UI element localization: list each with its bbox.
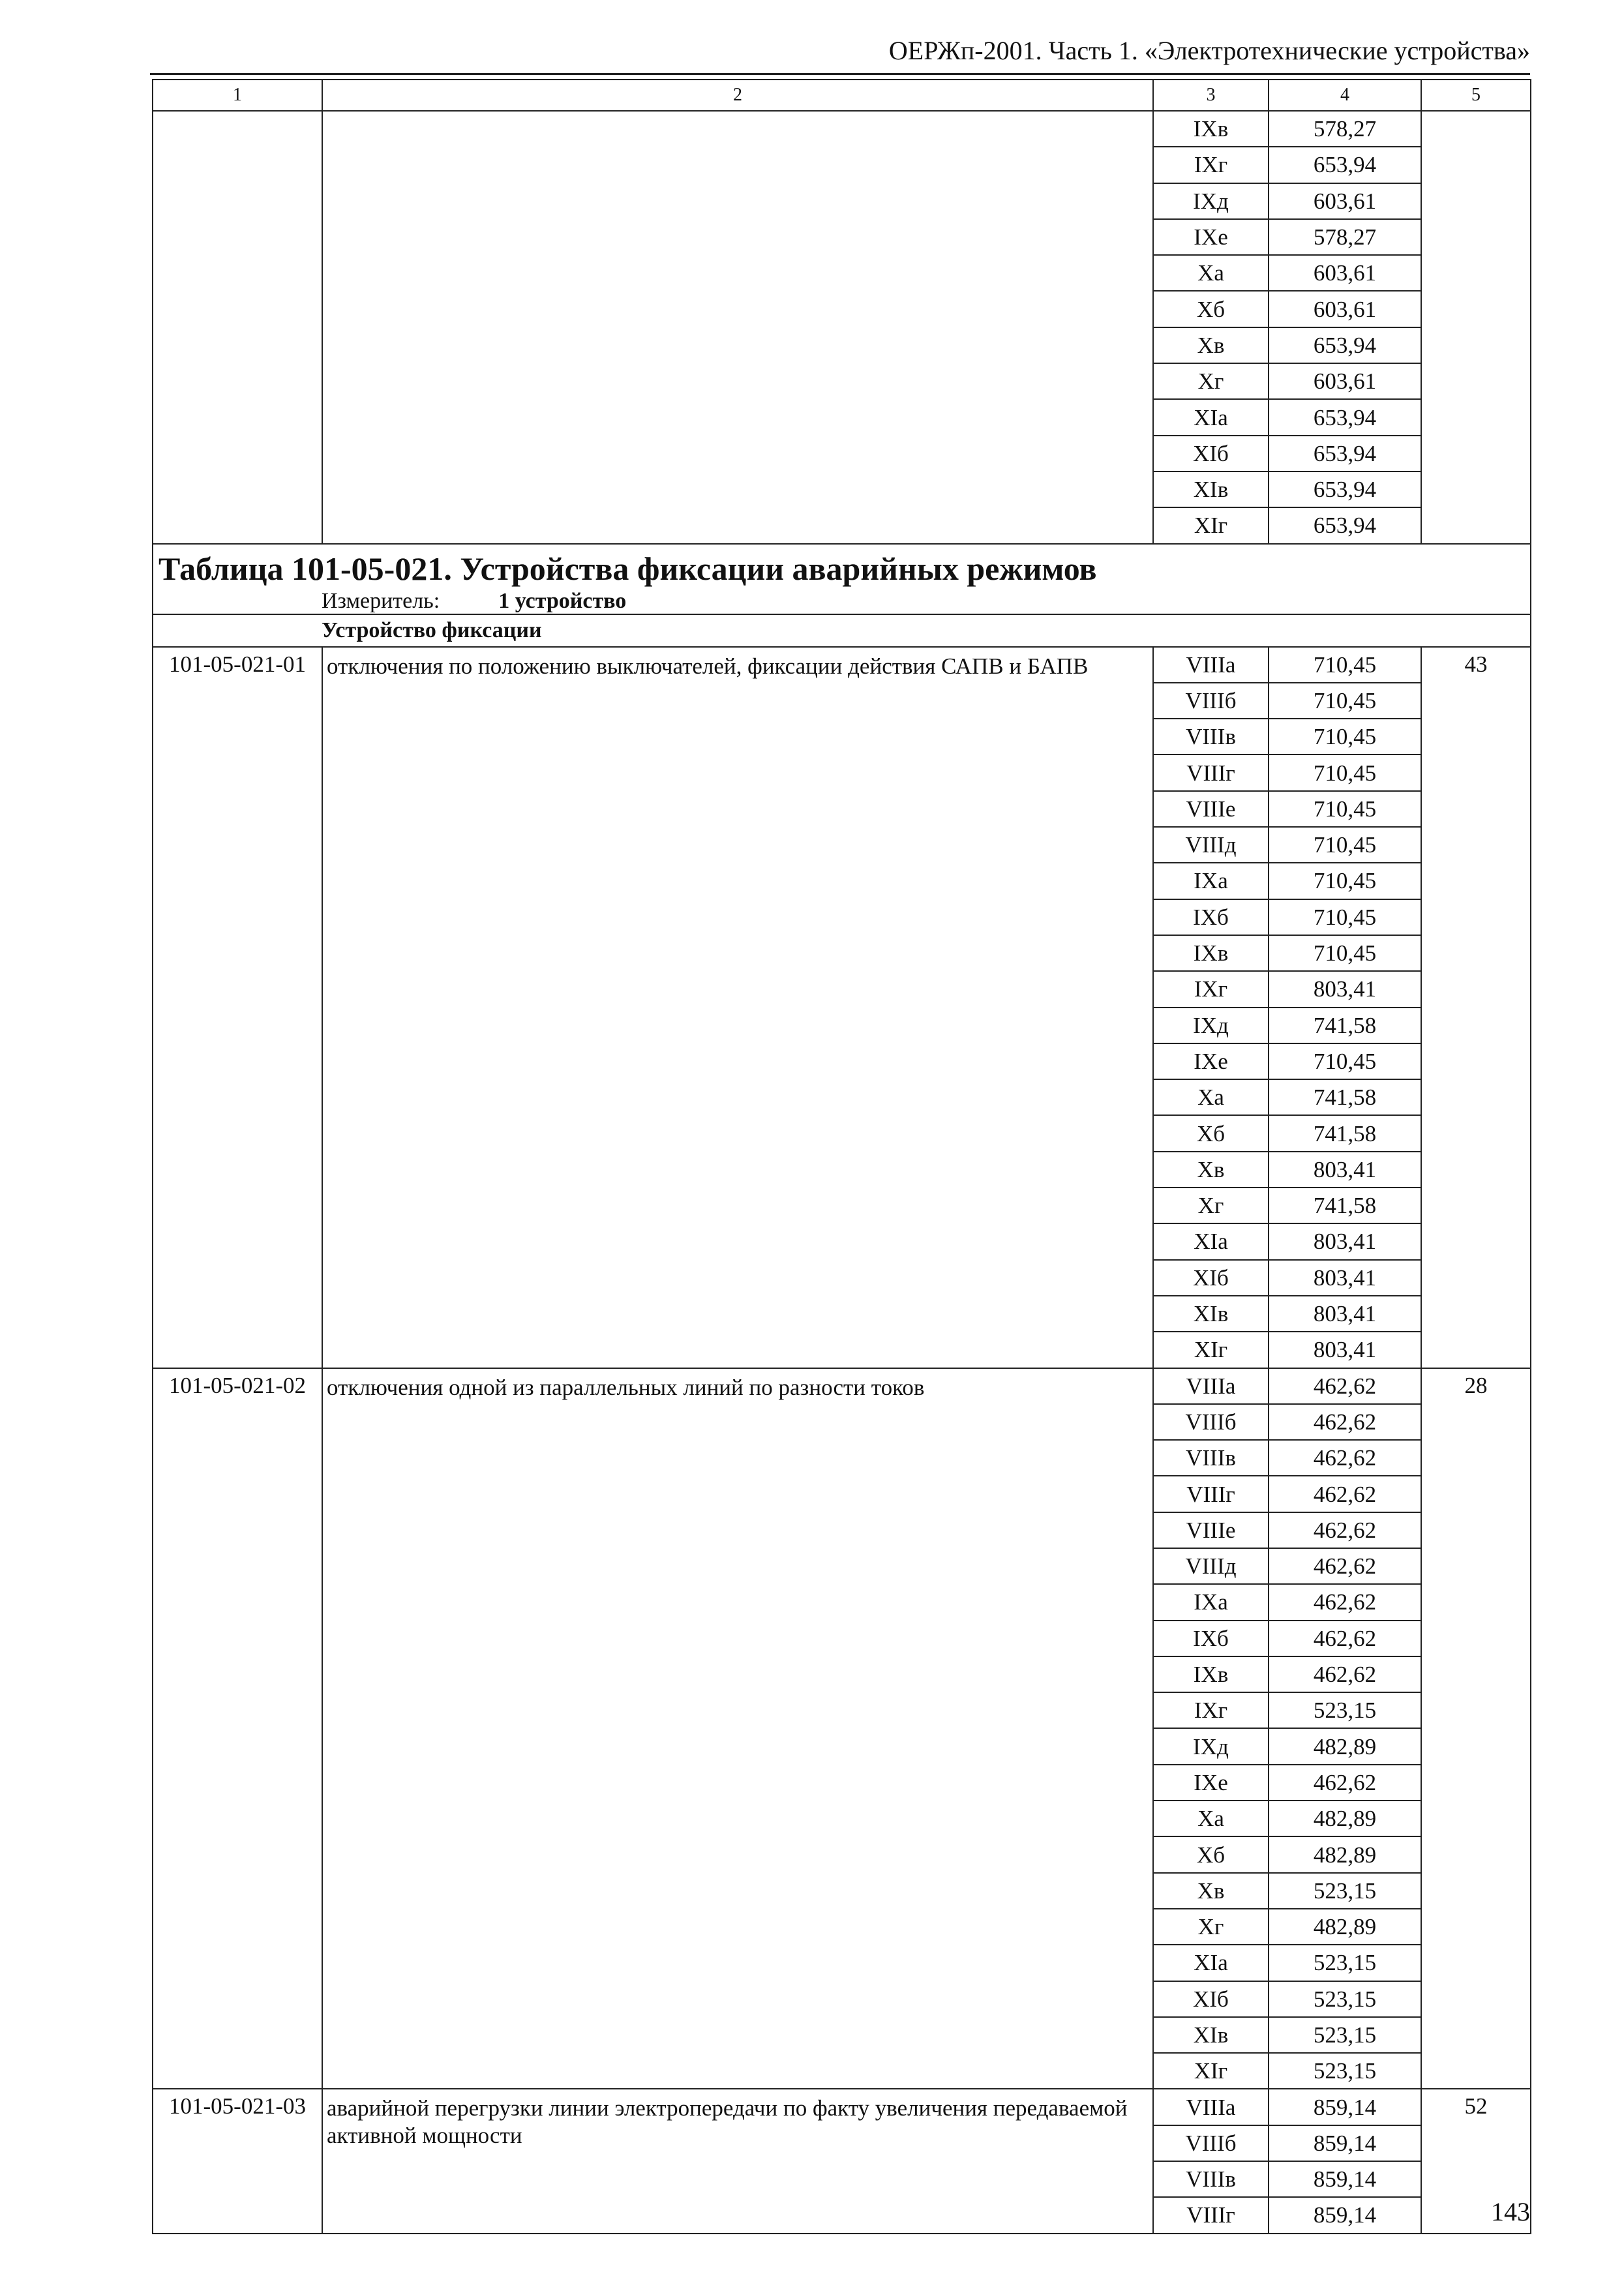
price-cell: 653,94: [1269, 327, 1421, 363]
price-cell: 710,45: [1269, 863, 1421, 899]
price-cell: 653,94: [1269, 507, 1421, 543]
price-cell: 462,62: [1269, 1584, 1421, 1620]
grade-cell: VIIIа: [1153, 647, 1269, 683]
price-cell: 523,15: [1269, 1945, 1421, 1981]
grade-cell: IXа: [1153, 863, 1269, 899]
column-number-row: [153, 80, 1531, 111]
grade-cell: XIа: [1153, 1945, 1269, 1981]
meter-value: 1 устройство: [498, 588, 627, 613]
price-cell: 710,45: [1269, 935, 1421, 971]
price-cell: 462,62: [1269, 1404, 1421, 1440]
price-cell: 710,45: [1269, 1043, 1421, 1079]
grade-cell: XIа: [1153, 399, 1269, 435]
grade-cell: IXг: [1153, 147, 1269, 183]
grade-cell: VIIIг: [1153, 755, 1269, 790]
grade-cell: VIIIв: [1153, 2161, 1269, 2197]
item-code: 101-05-021-03: [153, 2089, 322, 2233]
price-cell: 653,94: [1269, 471, 1421, 507]
price-cell: 462,62: [1269, 1656, 1421, 1692]
table-title-row: [153, 544, 1531, 614]
price-cell: 741,58: [1269, 1008, 1421, 1043]
price-cell: 482,89: [1269, 1728, 1421, 1764]
price-cell: 482,89: [1269, 1909, 1421, 1945]
grade-cell: Xб: [1153, 291, 1269, 327]
item-code: 101-05-021-02: [153, 1368, 322, 2089]
table-title: Таблица 101-05-021. Устройства фиксации аварийных режимов: [158, 550, 1097, 587]
subheading: Устройство фиксации: [153, 614, 1531, 647]
price-cell: 803,41: [1269, 1223, 1421, 1259]
grade-cell: IXе: [1153, 1043, 1269, 1079]
grade-cell: VIIIе: [1153, 791, 1269, 827]
grade-cell: VIIIб: [1153, 1404, 1269, 1440]
table-title-cell: [153, 544, 1531, 614]
grade-cell: XIб: [1153, 1260, 1269, 1296]
table-row: [153, 1368, 1531, 1404]
grade-cell: XIв: [1153, 471, 1269, 507]
grade-cell: IXд: [1153, 1008, 1269, 1043]
grade-cell: XIг: [1153, 2053, 1269, 2089]
item-norm: 43: [1421, 647, 1531, 1368]
grade-cell: IXд: [1153, 1728, 1269, 1764]
grade-cell: Xб: [1153, 1115, 1269, 1151]
grade-cell: XIг: [1153, 1332, 1269, 1368]
price-cell: 603,61: [1269, 255, 1421, 291]
grade-cell: XIв: [1153, 2017, 1269, 2053]
grade-cell: VIIIа: [1153, 1368, 1269, 1404]
norm-cell: [1421, 111, 1531, 544]
price-cell: 578,27: [1269, 219, 1421, 255]
price-cell: 803,41: [1269, 1332, 1421, 1368]
grade-cell: VIIIв: [1153, 1440, 1269, 1476]
price-cell: 741,58: [1269, 1079, 1421, 1115]
price-cell: 741,58: [1269, 1188, 1421, 1223]
meter-label: Измеритель:: [322, 588, 440, 613]
column-number: 2: [322, 80, 1153, 111]
price-cell: 859,14: [1269, 2197, 1421, 2233]
running-header: ОЕРЖп-2001. Часть 1. «Электротехнические устройства»: [888, 36, 1530, 65]
page-number: 143: [1491, 2197, 1530, 2226]
grade-cell: IXа: [1153, 1584, 1269, 1620]
grade-cell: XIв: [1153, 1296, 1269, 1332]
price-cell: 653,94: [1269, 436, 1421, 471]
price-cell: 462,62: [1269, 1548, 1421, 1584]
column-number: 5: [1421, 80, 1531, 111]
item-description: аварийной перегрузки линии электропередачи по факту увеличения передаваемой активной мощности: [322, 2089, 1153, 2233]
price-cell: 710,45: [1269, 755, 1421, 790]
grade-cell: VIIIг: [1153, 2197, 1269, 2233]
grade-cell: IXе: [1153, 1765, 1269, 1801]
price-table: [152, 79, 1531, 2234]
meter-line: [322, 589, 1525, 614]
grade-cell: Xв: [1153, 1152, 1269, 1188]
price-cell: 523,15: [1269, 1981, 1421, 2017]
column-number: 1: [153, 80, 322, 111]
column-number: 3: [1153, 80, 1269, 111]
price-cell: 803,41: [1269, 971, 1421, 1007]
grade-cell: IXв: [1153, 1656, 1269, 1692]
grade-cell: Xг: [1153, 363, 1269, 399]
price-cell: 710,45: [1269, 719, 1421, 755]
grade-cell: VIIIб: [1153, 2125, 1269, 2161]
item-norm: 28: [1421, 1368, 1531, 2089]
price-cell: 859,14: [1269, 2125, 1421, 2161]
grade-cell: IXг: [1153, 971, 1269, 1007]
price-cell: 859,14: [1269, 2089, 1421, 2125]
grade-cell: Xа: [1153, 255, 1269, 291]
price-cell: 710,45: [1269, 683, 1421, 719]
grade-cell: IXв: [1153, 935, 1269, 971]
price-cell: 710,45: [1269, 791, 1421, 827]
grade-cell: VIIIб: [1153, 683, 1269, 719]
price-cell: 653,94: [1269, 147, 1421, 183]
grade-cell: IXв: [1153, 111, 1269, 147]
table-row: [153, 111, 1531, 147]
item-description: отключения одной из параллельных линий по разности токов: [322, 1368, 1153, 2089]
price-cell: 803,41: [1269, 1260, 1421, 1296]
table-row: [153, 2089, 1531, 2125]
grade-cell: IXб: [1153, 1621, 1269, 1656]
grade-cell: Xв: [1153, 327, 1269, 363]
grade-cell: Xг: [1153, 1909, 1269, 1945]
grade-cell: Xв: [1153, 1873, 1269, 1909]
grade-cell: IXг: [1153, 1692, 1269, 1728]
price-cell: 859,14: [1269, 2161, 1421, 2197]
grade-cell: VIIIа: [1153, 2089, 1269, 2125]
grade-cell: IXд: [1153, 183, 1269, 219]
price-cell: 710,45: [1269, 899, 1421, 935]
subheading-row: [153, 614, 1531, 647]
price-cell: 653,94: [1269, 399, 1421, 435]
price-cell: 462,62: [1269, 1512, 1421, 1548]
grade-cell: VIIIд: [1153, 827, 1269, 863]
grade-cell: VIIIг: [1153, 1476, 1269, 1512]
price-cell: 741,58: [1269, 1115, 1421, 1151]
price-cell: 603,61: [1269, 183, 1421, 219]
table-row: [153, 647, 1531, 683]
grade-cell: IXе: [1153, 219, 1269, 255]
grade-cell: XIг: [1153, 507, 1269, 543]
code-cell: [153, 111, 322, 544]
item-norm: 52: [1421, 2089, 1531, 2233]
price-cell: 710,45: [1269, 647, 1421, 683]
item-description: отключения по положению выключателей, фиксации действия САПВ и БАПВ: [322, 647, 1153, 1368]
price-cell: 482,89: [1269, 1801, 1421, 1836]
price-cell: 603,61: [1269, 363, 1421, 399]
grade-cell: XIа: [1153, 1223, 1269, 1259]
price-cell: 462,62: [1269, 1476, 1421, 1512]
grade-cell: VIIIе: [1153, 1512, 1269, 1548]
grade-cell: VIIIв: [1153, 719, 1269, 755]
description-cell: [322, 111, 1153, 544]
grade-cell: VIIIд: [1153, 1548, 1269, 1584]
price-cell: 803,41: [1269, 1296, 1421, 1332]
grade-cell: Xб: [1153, 1836, 1269, 1872]
price-cell: 523,15: [1269, 2017, 1421, 2053]
price-cell: 578,27: [1269, 111, 1421, 147]
item-code: 101-05-021-01: [153, 647, 322, 1368]
price-cell: 462,62: [1269, 1440, 1421, 1476]
column-number: 4: [1269, 80, 1421, 111]
grade-cell: XIб: [1153, 1981, 1269, 2017]
grade-cell: XIб: [1153, 436, 1269, 471]
price-cell: 462,62: [1269, 1765, 1421, 1801]
grade-cell: Xг: [1153, 1188, 1269, 1223]
grade-cell: Xа: [1153, 1801, 1269, 1836]
grade-cell: Xа: [1153, 1079, 1269, 1115]
price-cell: 803,41: [1269, 1152, 1421, 1188]
price-cell: 523,15: [1269, 2053, 1421, 2089]
price-cell: 462,62: [1269, 1621, 1421, 1656]
price-cell: 462,62: [1269, 1368, 1421, 1404]
header-rule: [150, 73, 1530, 75]
price-cell: 523,15: [1269, 1873, 1421, 1909]
price-cell: 603,61: [1269, 291, 1421, 327]
price-cell: 482,89: [1269, 1836, 1421, 1872]
price-cell: 523,15: [1269, 1692, 1421, 1728]
grade-cell: IXб: [1153, 899, 1269, 935]
price-cell: 710,45: [1269, 827, 1421, 863]
